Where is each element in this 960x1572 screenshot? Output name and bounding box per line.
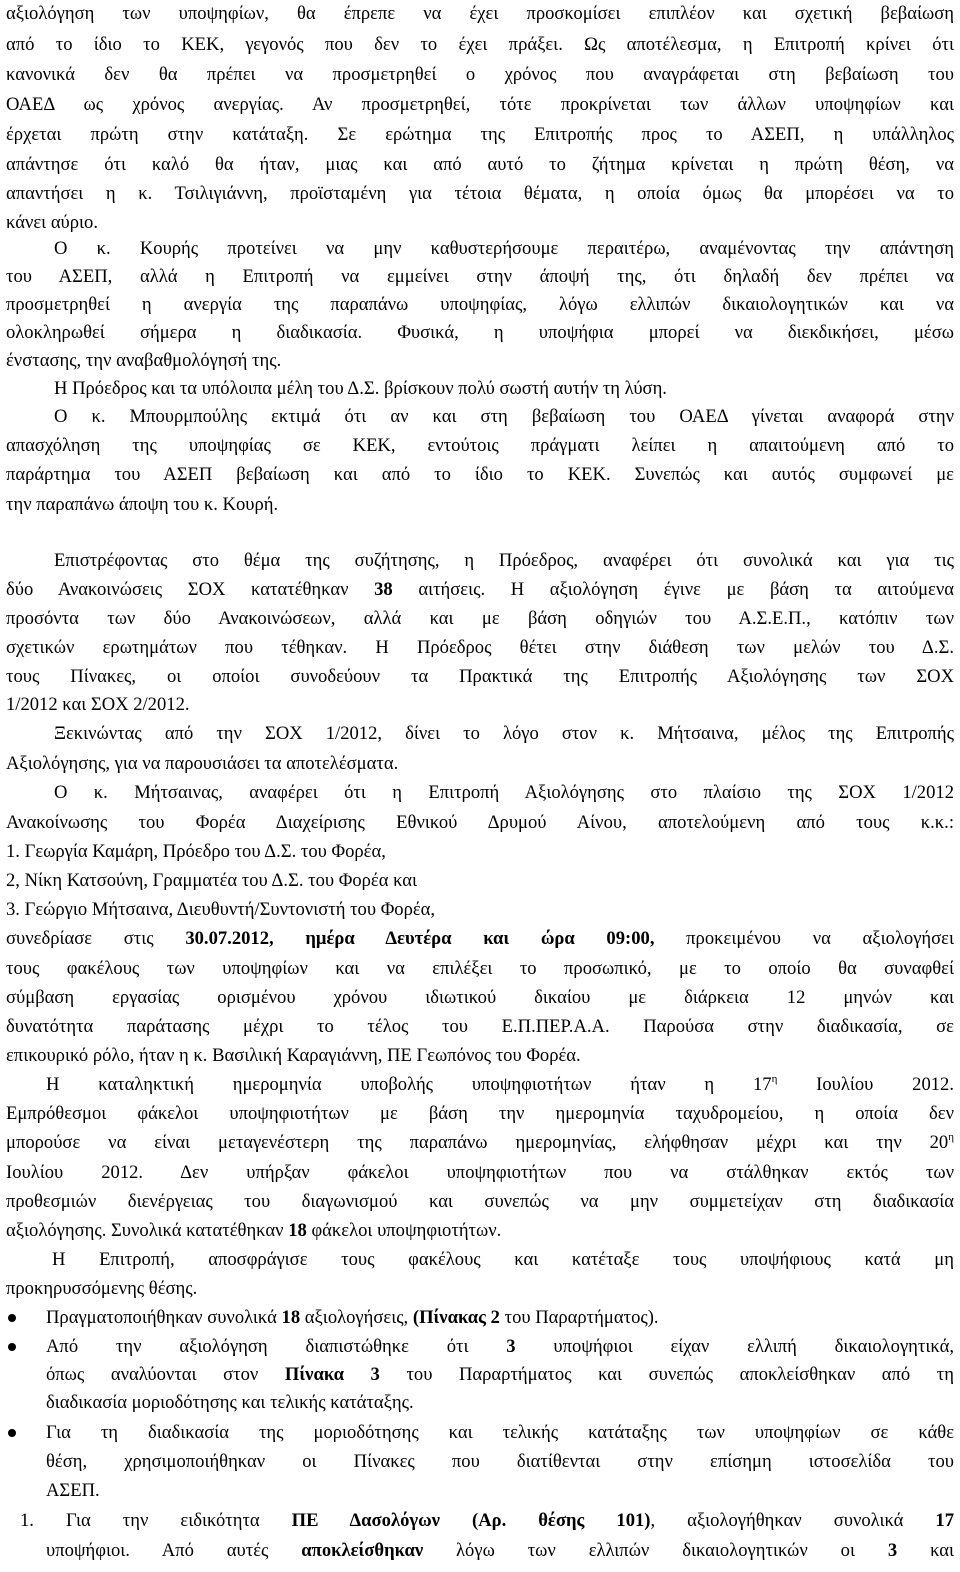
- text-line: προκηρυσσόμενης θέσης.: [6, 1278, 198, 1299]
- text-line: [6, 1218, 954, 1244]
- bold-run: (Πίνακας 2: [412, 1307, 500, 1328]
- text-run: δύο Ανακοινώσεις ΣΟΧ κατατέθηκαν: [6, 579, 349, 600]
- text-line: την παραπάνω άποψη του κ. Κουρή.: [6, 494, 279, 515]
- text-line: 3. Γεώργιο Μήτσαινα, Διευθυντή/Συντονιστή του Φορέα,: [6, 899, 436, 920]
- text-run: αιτήσεις. Η αξιολόγηση έγινε με βάση τα αιτούμενα: [418, 579, 954, 600]
- text-run: Από την αξιολόγηση διαπιστώθηκε ότι: [46, 1336, 469, 1357]
- text-run: όπως αναλύονται στον: [46, 1364, 259, 1385]
- text-line: ΑΣΕΠ.: [46, 1480, 100, 1501]
- text-run: Για τη διαδικασία της μοριοδότησης και τελικής κατάταξης των υποψηφίων σε κάθε: [46, 1422, 954, 1443]
- text-line: Η Επιτροπή, αποσφράγισε τους φακέλους και κατέταξε τους υποψήφιους κατά μη: [52, 1249, 954, 1270]
- bold-run: 3: [887, 1540, 898, 1561]
- text-line: απασχόληση της υποψηφίας σε ΚΕΚ, εντούτοις πράγματι λείπει η απαιτούμενη από το: [6, 435, 954, 456]
- text-line: τους φακέλους των υποψηφίων και να επιλέξει το προσωπικό, με το οποίο θα συναφθεί: [6, 958, 954, 979]
- text-line: 2, Νίκη Κατσούνη, Γραμματέα του Δ.Σ. του Φορέα και: [6, 870, 418, 891]
- text-line: προσόντα των δύο Ανακοινώσεων, αλλά και με βάση οδηγιών του Α.Σ.Ε.Π., κατόπιν των: [6, 608, 954, 629]
- text-line: προσμετρηθεί η ανεργία της παραπάνω υποψηφίας, λόγω ελλιπών δικαιολογητικών και να: [6, 294, 954, 315]
- text-line: διαδικασία μοριοδότησης και τελικής κατάταξης.: [46, 1392, 414, 1413]
- text-line: ολοκληρωθεί σήμερα η διαδικασία. Φυσικά, η υποψήφια μπορεί να διεκδικήσει, μέσω: [6, 322, 954, 343]
- text-line: [46, 1362, 954, 1388]
- text-run: του Παραρτήματος και συνεπώς αποκλείσθηκαν από τη: [406, 1364, 954, 1385]
- text-run: προκειμένου να αξιολογήσει: [686, 928, 954, 949]
- bullet-item: [46, 1334, 954, 1360]
- text-line: ΟΑΕΔ ως χρόνος ανεργίας. Αν προσμετρηθεί, τότε προκρίνεται των άλλων υποψηφίων και: [6, 94, 954, 115]
- text-line: [6, 1130, 954, 1156]
- text-line: Ο κ. Κουρής προτείνει να μην καθυστερήσουμε περαιτέρω, αναμένοντας την απάντηση: [54, 238, 954, 259]
- superscript: η: [948, 1131, 954, 1143]
- bullet-item: [46, 1420, 954, 1446]
- text-line: Η Πρόεδρος και τα υπόλοιπα μέλη του Δ.Σ. βρίσκουν πολύ σωστή αυτήν τη λύση.: [54, 378, 667, 399]
- bold-run: αποκλείσθηκαν: [301, 1540, 424, 1561]
- text-line: δυνατότητα παράτασης μέχρι το τέλος του Ε.Π.ΠΕΡ.Α.Α. Παρούσα στην διαδικασία, σε: [6, 1016, 954, 1037]
- text-line: [6, 577, 954, 603]
- text-run: Ιουλίου 2012.: [816, 1074, 955, 1095]
- text-line: 1/2012 και ΣΟΧ 2/2012.: [6, 694, 190, 715]
- text-line: από το ίδιο το ΚΕΚ, γεγονός που δεν το έχει πράξει. Ως αποτέλεσμα, η Επιτροπή κρίνει ότι: [6, 34, 954, 55]
- bullet-icon: [8, 1343, 16, 1351]
- text-line: [6, 926, 954, 952]
- text-line: 1. Γεωργία Καμάρη, Πρόεδρο του Δ.Σ. του Φορέα,: [6, 841, 386, 862]
- text-line: θέση, χρησιμοποιήθηκαν οι Πίνακες που διατίθενται στην επίσημη ιστοσελίδα του: [46, 1451, 954, 1472]
- text-line: ένστασης, την αναβαθμολόγησή της.: [6, 350, 282, 371]
- text-run: και: [930, 1540, 955, 1561]
- bold-run: 30.07.2012, ημέρα Δευτέρα και ώρα 09:00,: [185, 928, 655, 949]
- bullet-item: [46, 1305, 954, 1331]
- text-run: φάκελοι υποψηφιοτήτων.: [311, 1220, 502, 1241]
- numbered-item: [20, 1508, 954, 1534]
- bold-run: ΠΕ Δασολόγων (Αρ. θέσης 101): [291, 1510, 651, 1531]
- text-line: Ο κ. Μπουρμπούλης εκτιμά ότι αν και στη βεβαίωση του ΟΑΕΔ γίνεται αναφορά στην: [54, 406, 954, 427]
- text-line: έρχεται πρώτη στην κατάταξη. Σε ερώτημα της Επιτροπής προς το ΑΣΕΠ, η υπάλληλος: [6, 124, 954, 145]
- text-run: , αξιολογήθηκαν συνολικά: [650, 1510, 904, 1531]
- text-line: Επιστρέφοντας στο θέμα της συζήτησης, η Πρόεδρος, αναφέρει ότι συνολικά και για τις: [54, 550, 954, 571]
- text-run: υποψήφιοι. Από αυτές: [46, 1540, 269, 1561]
- text-line: κάνει αύριο.: [6, 212, 98, 233]
- text-run: υποψήφιοι είχαν ελλιπή δικαιολογητικά,: [553, 1336, 954, 1357]
- text-run: αξιολογήσεις,: [304, 1307, 409, 1328]
- bold-run: 3: [506, 1336, 516, 1357]
- text-run: 1. Για την ειδικότητα: [20, 1510, 260, 1531]
- text-run: συνεδρίασε στις: [6, 928, 154, 949]
- text-line: Εμπρόθεσμοι φάκελοι υποψηφιοτήτων με βάση την ημερομηνία ταχυδρομείου, η οποία δεν: [6, 1103, 954, 1124]
- bold-run: Πίνακα 3: [284, 1364, 380, 1385]
- text-run: λόγω των ελλιπών δικαιολογητικών οι: [456, 1540, 855, 1561]
- bold-run: 17: [935, 1510, 954, 1531]
- text-line: προθεσμιών διενέργειας του διαγωνισμού και συνεπώς να μην συμμετείχαν στη διαδικασία: [6, 1191, 954, 1212]
- text-line: απάντησε ότι καλό θα ήταν, μιας και από αυτό το ζήτημα κρίνεται η πρώτη θέση, να: [6, 154, 954, 175]
- superscript: η: [771, 1073, 778, 1085]
- bold-run: 18: [281, 1307, 301, 1328]
- bullet-icon: [8, 1314, 16, 1322]
- text-line: Ξεκινώντας από την ΣΟΧ 1/2012, δίνει το λόγο στον κ. Μήτσαινα, μέλος της Επιτροπής: [54, 723, 954, 744]
- text-line: σύμβαση εργασίας ορισμένου χρόνου ιδιωτικού δικαίου με διάρκεια 12 μηνών και: [6, 987, 954, 1008]
- text-run: μπορούσε να είναι μεταγενέστερη της παραπάνω ημερομηνίας, ελήφθησαν μέχρι και την 20: [6, 1132, 949, 1153]
- text-run: Η καταληκτική ημερομηνία υποβολής υποψηφιοτήτων ήταν η 17: [46, 1074, 772, 1095]
- text-run: Πραγματοποιήθηκαν συνολικά: [46, 1307, 277, 1328]
- text-line: απαντήσει η κ. Τσιλιγιάννη, προϊσταμένη για τέτοια θέματα, η οποία όμως θα μπορέσει να το: [6, 183, 954, 204]
- text-line: κανονικά δεν θα πρέπει να προσμετρηθεί ο χρόνος που αναγράφεται στη βεβαίωση του: [6, 64, 954, 85]
- text-run: αξιολόγησης. Συνολικά κατατέθηκαν: [6, 1220, 284, 1241]
- text-line: Ιουλίου 2012. Δεν υπήρξαν φάκελοι υποψηφιοτήτων που να στάλθηκαν εκτός των: [6, 1162, 954, 1183]
- text-line: σχετικών ερωτημάτων που τέθηκαν. Η Πρόεδρος θέτει στην διάθεση των μελών του Δ.Σ.: [6, 637, 954, 658]
- text-line: επικουρικό ρόλο, ήταν η κ. Βασιλική Καραγιάννη, ΠΕ Γεωπόνος του Φορέα.: [6, 1045, 581, 1066]
- text-line: παράρτημα του ΑΣΕΠ βεβαίωση και από το ίδιο το ΚΕΚ. Συνεπώς και αυτός συμφωνεί με: [6, 464, 954, 485]
- bullet-icon: [8, 1429, 16, 1437]
- text-line: [46, 1072, 954, 1098]
- text-line: Ανακοίνωσης του Φορέα Διαχείρισης Εθνικού Δρυμού Αίνου, αποτελούμενη από τους κ.κ.:: [6, 812, 954, 833]
- text-line: αξιολόγηση των υποψηφίων, θα έπρεπε να έχει προσκομίσει επιπλέον και σχετική βεβαίωση: [6, 3, 954, 24]
- text-line: Ο κ. Μήτσαινας, αναφέρει ότι η Επιτροπή Αξιολόγησης στο πλαίσιο της ΣΟΧ 1/2012: [54, 782, 954, 803]
- text-line: τους Πίνακες, οι οποίοι συνοδεύουν τα Πρακτικά της Επιτροπής Αξιολόγησης των ΣΟΧ: [6, 666, 954, 687]
- text-run: του Παραρτήματος).: [504, 1307, 659, 1328]
- text-line: Αξιολόγησης, για να παρουσιάσει τα αποτελέσματα.: [6, 753, 399, 774]
- bold-run: 18: [288, 1220, 307, 1241]
- text-line: [46, 1538, 954, 1564]
- bold-run: 38: [374, 579, 393, 600]
- text-line: του ΑΣΕΠ, αλλά η Επιτροπή να εμμείνει στην άποψή της, ότι δηλαδή δεν πρέπει να: [6, 266, 954, 287]
